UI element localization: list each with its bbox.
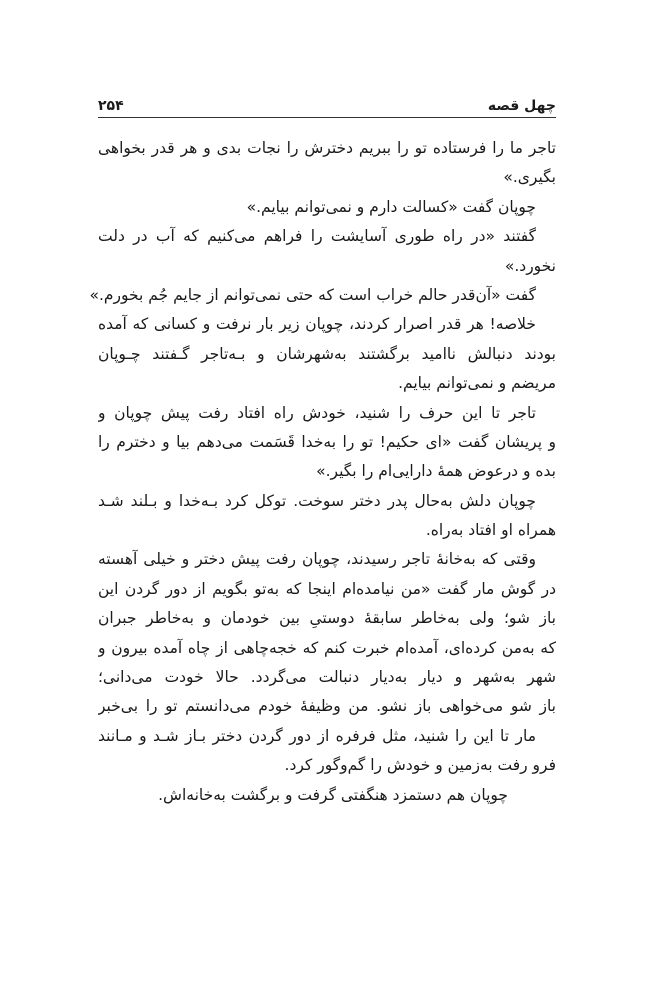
page-body-text — [89, 134, 556, 810]
text-line: بده و درعوض همهٔ دارایی‌ام را بگیر.» — [316, 462, 556, 481]
text-line: تاجر ما را فرستاده تو را ببریم دخترش را نجات بدی و هر قدر بخواهی — [98, 139, 556, 157]
text-line: بودند دنبالش ناامید برگشتند به‌شهرشان و بـه‌تاجر گـفتند چـوپان — [98, 344, 556, 363]
text-line: شهر به‌شهر و دیار به‌دیار دنبالت می‌گردد. حالا خودت می‌دانی؛ — [98, 668, 556, 687]
running-header — [98, 92, 556, 114]
text-line: چوپان دلش به‌حال پدر دختر سوخت. توکل کرد بـه‌خدا و بـلند شـد — [98, 491, 536, 510]
text-line: باز شو می‌خواهی باز نشو. من وظیفهٔ خودم می‌دانستم تو را بی‌خبر — [98, 697, 556, 716]
text-line: باز شو؛ ولی به‌خاطر سابقهٔ دوستیِ بین خودمان و به‌خاطر جبران — [98, 609, 556, 628]
text-line: چوپان گفت «کسالت دارم و نمی‌توانم بیایم.» — [246, 197, 536, 216]
text-line: همراه او افتاد به‌راه. — [425, 521, 556, 540]
text-line: مار تا این را شنید، مثل فرفره از دور گردن دختر بـاز شـد و مـانند — [98, 726, 536, 745]
text-line: و پریشان گفت «ای حکیم! تو را به‌خدا قَسَمت می‌دهم بیا و دخترم را — [98, 432, 556, 451]
text-line: در گوش مار گفت «من نیامده‌ام اینجا که به‌تو بگویم از دور گردن این — [98, 579, 556, 598]
text-line: وقتی که به‌خانهٔ تاجر رسیدند، چوپان رفت پیش دختر و خیلی آهسته — [98, 550, 536, 569]
text-line: بگیری.» — [503, 168, 556, 187]
header-rule — [98, 117, 556, 118]
text-line: گفت «آن‌قدر حالم خراب است که حتی نمی‌توانم از جایم جُم بخورم.» — [89, 285, 536, 304]
text-line: که به‌من کرده‌ای، آمده‌ام خبرت کنم که خجه‌چاهی از چاه آمده بیرون و — [98, 638, 556, 657]
text-line: فرو رفت به‌زمین و خودش را گم‌وگور کرد. — [284, 756, 556, 775]
text-line: گفتند «در راه طوری آسایشت را فراهم می‌کنیم که آب در دلت — [98, 227, 536, 246]
book-title: چهل قصه — [487, 98, 556, 114]
text-line: تاجر تا این حرف را شنید، خودش راه افتاد رفت پیش چوپان و — [98, 403, 536, 422]
text-line: نخورد.» — [504, 256, 556, 275]
text-line: مریضم و نمی‌توانم بیایم. — [398, 374, 556, 393]
text-line: چوپان هم دستمزد هنگفتی گرفت و برگشت به‌خانه‌اش. — [158, 785, 508, 804]
page-number: ۲۵۴ — [98, 98, 124, 114]
text-line: خلاصه! هر قدر اصرار کردند، چوپان زیر بار نرفت و کسانی که آمده — [98, 315, 536, 334]
